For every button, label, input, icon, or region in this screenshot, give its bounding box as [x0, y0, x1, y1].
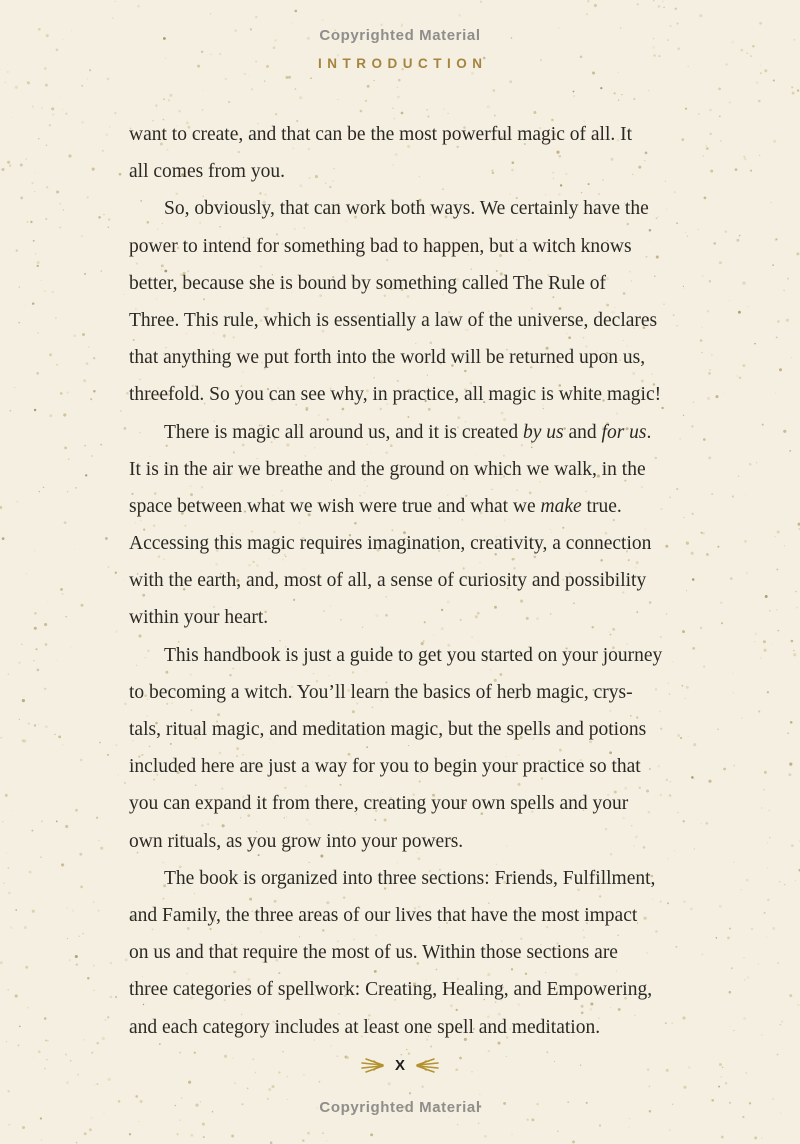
body-line: tals, ritual magic, and meditation magic, but the spells and potions [129, 719, 647, 740]
body-line: you can expand it from there, creating your own spells and your [129, 793, 629, 815]
body-line: and each category includes at least one spell and meditation. [129, 1016, 601, 1038]
page-number: X [394, 1056, 405, 1074]
arrow-fletching-right-icon [416, 1056, 440, 1074]
body-line: on us and that require the most of us. Within those sections are [129, 942, 618, 964]
body-line: own rituals, as you grow into your powers. [129, 830, 464, 852]
copyright-watermark-bottom: Copyrighted Material [319, 1099, 481, 1116]
body-line: space between what we wish were true and what we make true. [129, 495, 622, 517]
body-line: better, because she is bound by something called The Rule of [129, 272, 607, 294]
introduction-header: INTRODUCTION [318, 56, 488, 71]
body-line: want to create, and that can be the most powerful magic of all. It [129, 124, 633, 145]
body-line: This handbook is just a guide to get you started on your journey [164, 644, 663, 666]
body-line: all comes from you. [129, 161, 285, 183]
body-line: It is in the air we breathe and the ground on which we walk, in the [129, 458, 646, 480]
copyright-watermark-top: Copyrighted Material [319, 27, 481, 44]
body-line: that anything we put forth into the world will be returned upon us, [129, 347, 646, 369]
body-line: Three. This rule, which is essentially a law of the universe, declares [129, 309, 658, 331]
body-text [129, 116, 680, 1046]
body-line: with the earth, and, most of all, a sense of curiosity and possibility [129, 570, 647, 592]
body-line: threefold. So you can see why, in practice, all magic is white magic! [129, 384, 662, 406]
body-line: included here are just a way for you to begin your practice so that [129, 756, 641, 778]
body-line: and Family, the three areas of our lives that have the most impact [129, 904, 638, 926]
arrow-fletching-left-icon [360, 1056, 384, 1074]
body-line: within your heart. [129, 607, 269, 629]
body-line: to becoming a witch. You’ll learn the basics of herb magic, crys- [129, 681, 633, 703]
body-line: So, obviously, that can work both ways. We certainly have the [164, 198, 649, 220]
body-line: There is magic all around us, and it is created by us and for us. [164, 421, 652, 443]
body-line: three categories of spellwork: Creating, Healing, and Empowering, [129, 979, 653, 1001]
page-number-row [0, 1056, 800, 1074]
body-line: power to intend for something bad to happen, but a witch knows [129, 235, 632, 257]
body-line: The book is organized into three sections: Friends, Fulfillment, [164, 867, 656, 889]
body-line: Accessing this magic requires imagination, creativity, a connection [129, 533, 652, 555]
